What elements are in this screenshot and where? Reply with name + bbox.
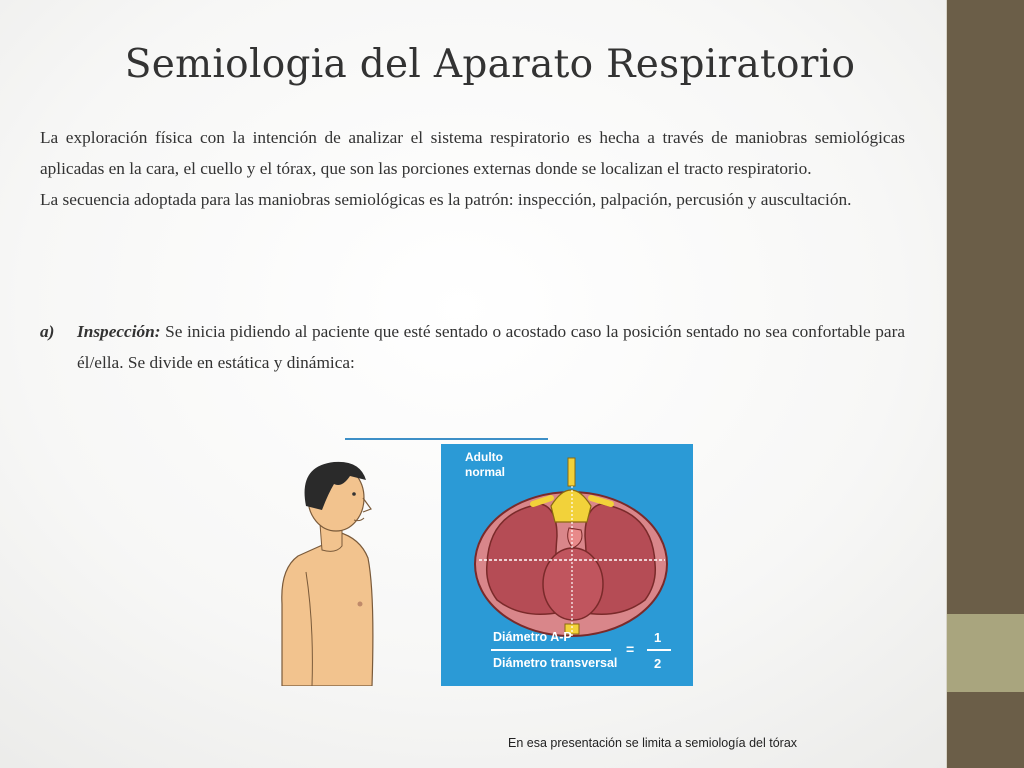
- ratio-value-bar: [647, 649, 671, 651]
- footnote: En esa presentación se limita a semiología del tórax: [508, 736, 798, 750]
- thorax-section-panel: [441, 444, 693, 686]
- side-accent-block: [947, 614, 1024, 692]
- ratio-equals-sign: =: [626, 641, 635, 657]
- patient-nose: [363, 498, 371, 512]
- patient-eye: [352, 492, 356, 496]
- slide-body: [40, 122, 905, 215]
- patient-torso: [282, 532, 373, 686]
- patient-nipple: [358, 602, 363, 607]
- body-paragraph-2: La secuencia adoptada para las maniobras semiológicas es la patrón: inspección, palpación, percusión y auscultación.: [40, 190, 852, 209]
- list-item-text: Se inicia pidiendo al paciente que esté sentado o acostado caso la posición sentado no sea confortable para él/ella. Se divide en estática y dinámica:: [77, 322, 905, 372]
- side-decoration-band: [947, 0, 1024, 768]
- ratio-fraction-bar: [491, 649, 611, 651]
- body-paragraph-1: La exploración física con la intención de analizar el sistema respiratorio es hecha a través de maniobras semiológicas aplicadas en la cara, el cuello y el tórax, que son las porciones externas donde se localizan el tracto respiratorio.: [40, 128, 905, 178]
- patient-profile-illustration: [276, 454, 386, 686]
- ratio-numerator-label: Diámetro A-P: [493, 630, 572, 644]
- slide-title: Semiologia del Aparato Respiratorio: [124, 42, 856, 87]
- heart: [543, 548, 603, 620]
- list-item-content: [77, 316, 905, 378]
- figure-top-line: [345, 438, 548, 440]
- list-marker: a): [40, 322, 55, 341]
- list-item-term: Inspección:: [77, 322, 161, 341]
- ratio-denominator-value: 2: [654, 656, 662, 671]
- ratio-denominator-label: Diámetro transversal: [493, 656, 618, 670]
- ratio-numerator-value: 1: [654, 630, 662, 645]
- list-item: [40, 316, 905, 378]
- panel-label: Adulto normal: [465, 450, 506, 479]
- spinous-process: [568, 458, 575, 486]
- thorax-figure: [276, 436, 696, 686]
